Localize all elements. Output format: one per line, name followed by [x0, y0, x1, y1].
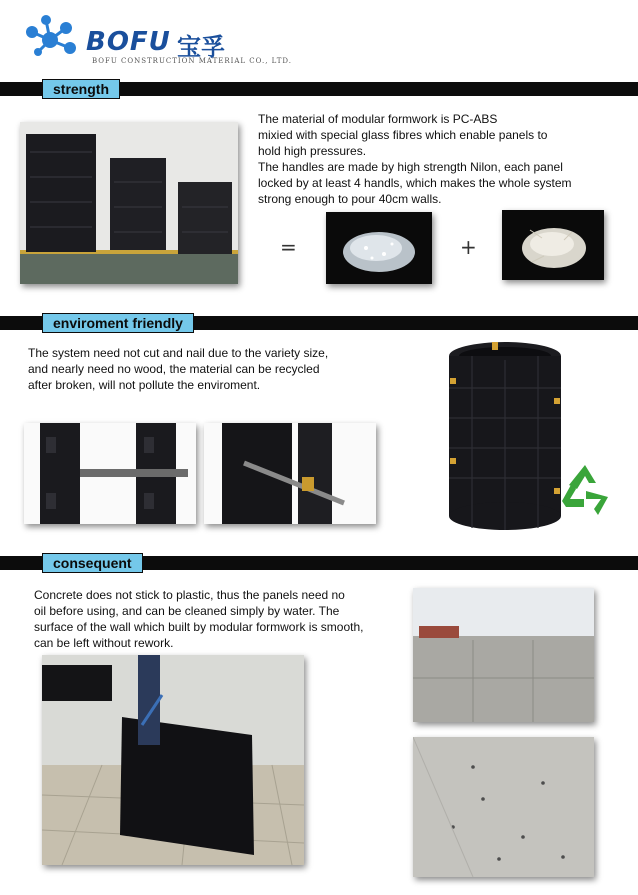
column-formwork-photo — [442, 338, 568, 534]
environment-description: The system need not cut and nail due to the variety size, and nearly need no wood, the material can be recycled after broken, will not pollute the enviroment. — [28, 346, 329, 392]
strength-description: The material of modular formwork is PC-ABS mixied with special glass fibres which enable panels to hold high pressures. The handles are made by high strength Nilon, each panel locked by at least 4 handls, which makes the whole system strong enough to pour 40cm walls. — [258, 112, 572, 206]
company-name: BOFU CONSTRUCTION MATERIAL CO., LTD. — [92, 57, 293, 65]
glass-fibre-photo — [502, 210, 604, 280]
logo-text: BOFU — [86, 27, 171, 57]
warehouse-photo — [20, 122, 238, 284]
panel-handle-photo-1 — [24, 423, 196, 524]
bofu-logo-icon — [22, 12, 86, 62]
section-title-consequent: consequent — [42, 553, 143, 573]
concrete-wall-photo-2 — [413, 737, 594, 877]
panel-handle-photo-2 — [204, 423, 376, 524]
section-title-strength: strength — [42, 79, 120, 99]
concrete-wall-photo-1 — [413, 588, 594, 722]
consequent-description: Concrete does not stick to plastic, thus the panels need no oil before using, and can be cleaned simply by water. The surface of the wall which built by modular formwork is smooth, can be left without rework. — [34, 588, 364, 650]
equals-sign: = — [280, 235, 297, 259]
logo-chinese-text: 宝孚 — [177, 33, 225, 61]
panel-cleaning-photo — [42, 655, 304, 865]
section-title-environment: enviroment friendly — [42, 313, 194, 333]
plus-sign: + — [460, 235, 477, 259]
pc-abs-granules-photo — [326, 212, 432, 284]
recycle-icon — [556, 461, 614, 519]
